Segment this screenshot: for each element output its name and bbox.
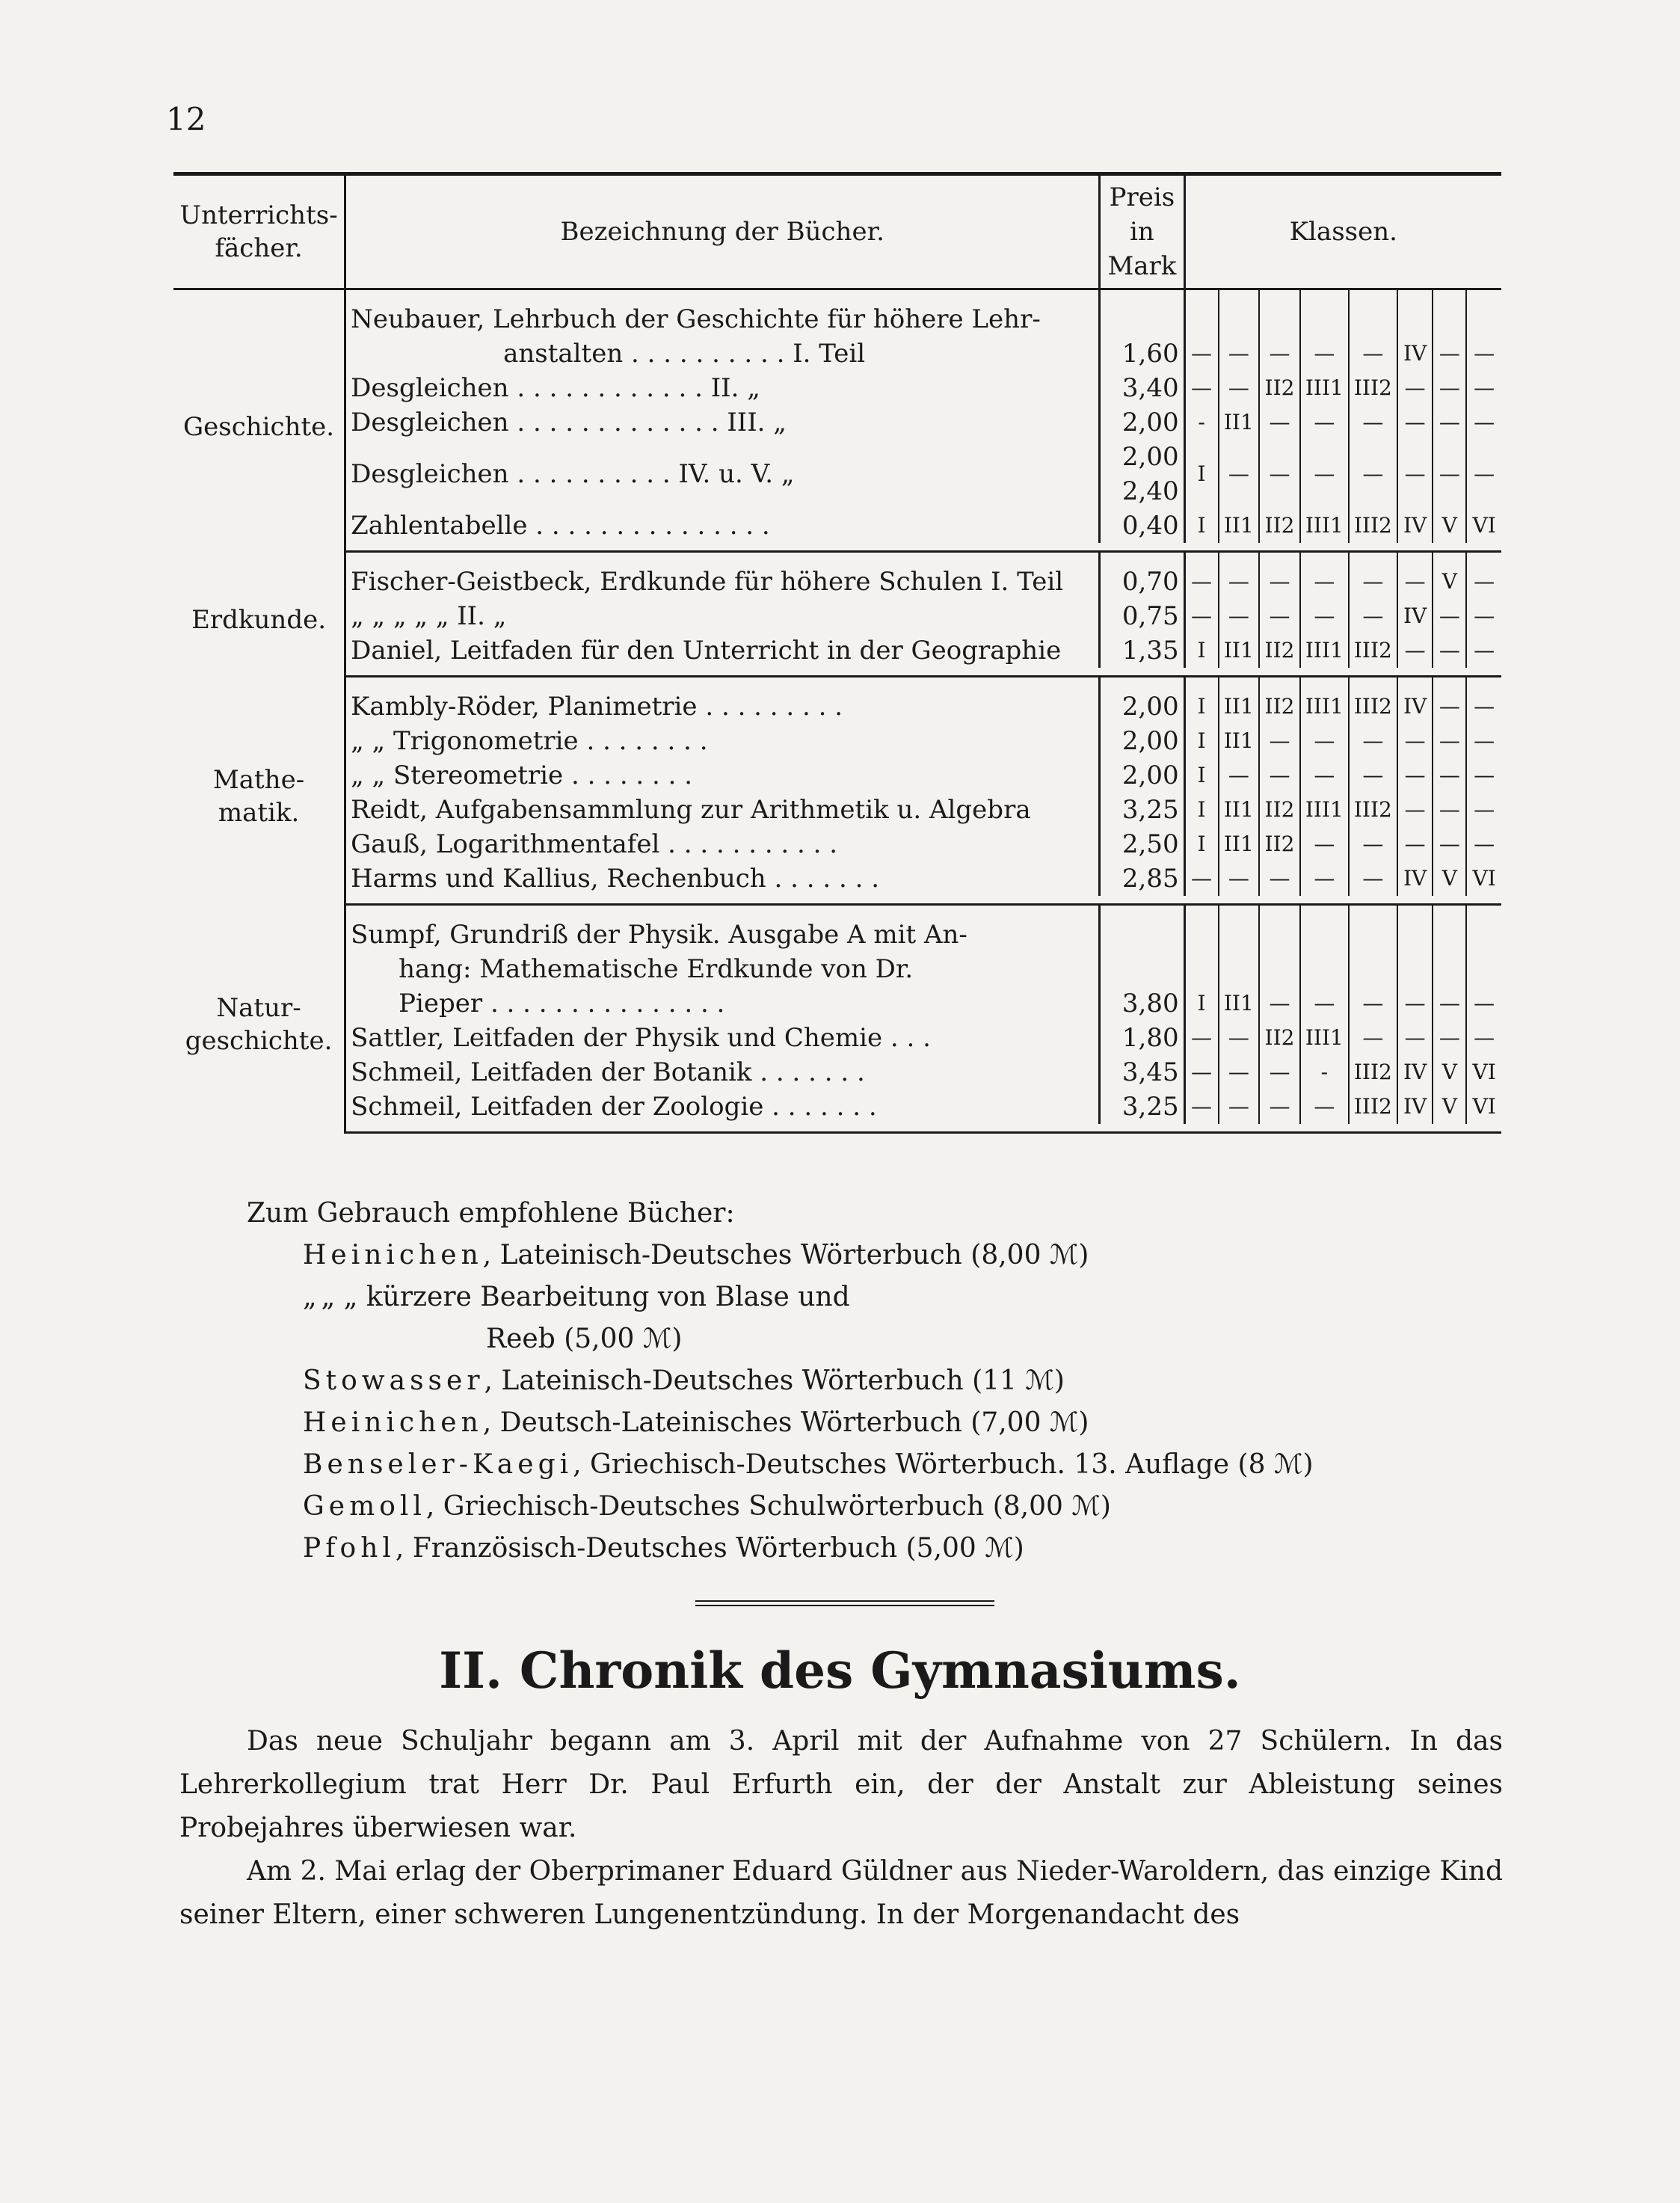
class-cell: — (1433, 405, 1466, 440)
table-row (173, 986, 1501, 1021)
recommended-author: Pfohl (303, 1533, 396, 1564)
section-divider (695, 1600, 994, 1606)
group-separator (173, 543, 1501, 552)
class-cell: — (1474, 638, 1495, 663)
chapter-title: II. Chronik des Gymnasiums. (439, 1641, 1241, 1700)
price-cell (1100, 905, 1184, 953)
class-cell: — (1474, 832, 1495, 856)
book-title-cell: Harms und Kallius, Rechenbuch . . . . . . . (345, 861, 1100, 896)
class-cell: II2 (1259, 371, 1300, 405)
class-cell: — (1474, 375, 1495, 400)
recommended-text: Reeb (5,00 ℳ) (486, 1324, 683, 1354)
class-cell: — (1433, 1021, 1466, 1055)
class-cell: — (1259, 724, 1300, 758)
class-cell: III1 (1300, 677, 1349, 725)
class-cell: - (1300, 1055, 1349, 1090)
price-cell: 2,00 (1100, 677, 1184, 725)
class-cell: — (1349, 758, 1397, 793)
class-cell: — (1397, 633, 1433, 668)
class-cell: I (1184, 793, 1218, 827)
price-cell: 0,70 (1100, 552, 1184, 600)
class-cell: — (1259, 986, 1300, 1021)
table-row (173, 552, 1501, 600)
table-body (173, 289, 1501, 1133)
price-cell: 2,50 (1100, 827, 1184, 861)
class-cell: — (1433, 599, 1466, 633)
recommended-author: Benseler-Kaegi (303, 1449, 573, 1480)
class-cell: II1 (1219, 633, 1260, 668)
price-cell: 2,00 2,40 (1100, 440, 1184, 508)
class-cell: — (1474, 341, 1495, 366)
class-cell: I (1184, 758, 1218, 793)
header-price: Preis in Mark (1100, 174, 1184, 289)
class-cell: III1 (1300, 1021, 1349, 1055)
class-cell: III2 (1349, 371, 1397, 405)
header-title: Bezeichnung der Bücher. (345, 174, 1100, 289)
paragraph: Das neue Schuljahr begann am 3. April mit der Aufnahme von 27 Schülern. In das Lehrerkollegium trat Herr Dr. Paul Erfurth ein, der der Anstalt zur Ableistung seines Probejahres überwiesen war. (179, 1726, 1503, 1843)
class-cell: II1 (1219, 724, 1260, 758)
table-row (173, 677, 1501, 725)
class-cell: — (1300, 440, 1349, 508)
price-cell: 3,25 (1100, 1090, 1184, 1124)
class-cell: III1 (1300, 633, 1349, 668)
table-row (173, 289, 1501, 337)
class-cell: — (1433, 793, 1466, 827)
class-cell: — (1433, 986, 1466, 1021)
class-cell: III2 (1349, 677, 1397, 725)
class-cell: IV (1397, 337, 1433, 371)
class-cell: — (1474, 410, 1495, 434)
table-row (173, 440, 1501, 508)
class-cell (1349, 952, 1397, 986)
class-cell (1466, 952, 1501, 986)
class-cell: — (1219, 552, 1260, 600)
class-cell: — (1397, 371, 1433, 405)
class-cell: III1 (1300, 793, 1349, 827)
price-cell: 2,85 (1100, 861, 1184, 896)
class-cell: — (1219, 599, 1260, 633)
class-cell: — (1219, 440, 1260, 508)
price-cell: 3,25 (1100, 793, 1184, 827)
class-cell: — (1219, 1021, 1260, 1055)
recommended-text: , Griechisch-Deutsches Schulwörterbuch (8,00 ℳ) (425, 1491, 1111, 1522)
class-cell: IV (1397, 1055, 1433, 1090)
price-cell: 0,40 (1100, 508, 1184, 543)
book-title-cell: „ „ Stereometrie . . . . . . . . (345, 758, 1100, 793)
group-separator (173, 1124, 1501, 1133)
class-cell: — (1300, 724, 1349, 758)
class-cell: III2 (1349, 1055, 1397, 1090)
class-cell: — (1300, 758, 1349, 793)
class-cell (1433, 952, 1466, 986)
class-cell: II2 (1259, 633, 1300, 668)
class-cell: — (1219, 1055, 1260, 1090)
class-cell: V (1433, 1055, 1466, 1090)
class-cell: - (1184, 405, 1218, 440)
table-row (173, 371, 1501, 405)
class-cell: — (1184, 337, 1218, 371)
price-cell (1100, 289, 1184, 337)
class-cell: — (1349, 337, 1397, 371)
class-cell: I (1184, 724, 1218, 758)
class-cell: VI (1472, 866, 1496, 891)
class-cell (1259, 905, 1300, 953)
recommended-text: , Französisch-Deutsches Wörterbuch (5,00 ℳ) (395, 1533, 1024, 1564)
class-cell (1397, 905, 1433, 953)
class-cell: — (1397, 724, 1433, 758)
class-cell (1397, 952, 1433, 986)
class-cell (1433, 905, 1466, 953)
class-cell (1300, 905, 1349, 953)
table-row (173, 508, 1501, 543)
recommended-author: Heinichen (303, 1240, 483, 1271)
recommended-item (303, 1402, 1503, 1444)
class-cell (1466, 905, 1501, 953)
recommended-item (303, 1235, 1503, 1276)
class-cell: — (1474, 728, 1495, 753)
class-cell: — (1397, 986, 1433, 1021)
table-row (173, 827, 1501, 861)
class-cell: — (1433, 827, 1466, 861)
recommended-text: , Lateinisch-Deutsches Wörterbuch (11 ℳ) (484, 1365, 1065, 1396)
subject-cell: Geschichte. (173, 289, 345, 552)
class-cell: I (1184, 508, 1218, 543)
class-cell: — (1474, 603, 1495, 628)
book-title-cell: Sattler, Leitfaden der Physik und Chemie . . . (345, 1021, 1100, 1055)
price-cell: 0,75 (1100, 599, 1184, 633)
class-cell: — (1259, 1055, 1300, 1090)
class-cell: — (1184, 552, 1218, 600)
class-cell: — (1184, 1055, 1218, 1090)
class-cell: — (1349, 599, 1397, 633)
class-cell: III2 (1349, 793, 1397, 827)
class-cell: — (1433, 371, 1466, 405)
class-cell: I (1184, 677, 1218, 725)
class-cell: — (1474, 991, 1495, 1016)
class-cell: — (1397, 405, 1433, 440)
class-cell: — (1184, 1021, 1218, 1055)
table-row (173, 599, 1501, 633)
class-cell: I (1184, 440, 1218, 508)
book-title-cell: „ „ „ „ „ II. „ (345, 599, 1100, 633)
class-cell (1349, 905, 1397, 953)
book-title-cell: Kambly-Röder, Planimetrie . . . . . . . . . (345, 677, 1100, 725)
subject-cell: Mathe- matik. (173, 677, 345, 905)
price-cell: 1,80 (1100, 1021, 1184, 1055)
class-cell (1259, 289, 1300, 337)
recommended-item (303, 1360, 1503, 1402)
class-cell: — (1300, 827, 1349, 861)
class-cell (1184, 289, 1218, 337)
class-cell (1300, 952, 1349, 986)
class-cell: V (1433, 1090, 1466, 1124)
class-cell: — (1474, 1025, 1495, 1050)
price-cell (1100, 952, 1184, 986)
class-cell: — (1433, 633, 1466, 668)
price-cell: 2,00 (1100, 405, 1184, 440)
class-cell: — (1474, 461, 1495, 486)
class-cell: I (1184, 633, 1218, 668)
class-cell: — (1300, 861, 1349, 896)
class-cell: — (1433, 440, 1466, 508)
table-row (173, 758, 1501, 793)
price-cell: 2,00 (1100, 758, 1184, 793)
table-row (173, 405, 1501, 440)
book-title-cell: Daniel, Leitfaden für den Unterricht in der Geographie (345, 633, 1100, 668)
class-cell: IV (1397, 1090, 1433, 1124)
class-cell: II1 (1219, 827, 1260, 861)
table-row (173, 633, 1501, 668)
recommended-text: , Lateinisch-Deutsches Wörterbuch (8,00 ℳ) (482, 1240, 1089, 1271)
class-cell (1300, 289, 1349, 337)
class-cell: II2 (1259, 793, 1300, 827)
class-cell: — (1474, 694, 1495, 719)
class-cell: — (1397, 552, 1433, 600)
book-title-cell: Neubauer, Lehrbuch der Geschichte für höhere Lehr- (345, 289, 1100, 337)
group-separator (173, 668, 1501, 677)
paragraph: Am 2. Mai erlag der Oberprimaner Eduard Güldner aus Nieder-Waroldern, das einzige Kind seiner Eltern, einer schweren Lungenentzündung. In der Morgenandacht des (179, 1856, 1503, 1930)
class-cell: — (1433, 758, 1466, 793)
recommended-author: Gemoll (303, 1491, 426, 1522)
class-cell: II2 (1259, 827, 1300, 861)
class-cell: I (1184, 986, 1218, 1021)
class-cell: IV (1397, 508, 1433, 543)
table-row (173, 1055, 1501, 1090)
recommended-item (303, 1528, 1503, 1570)
recommended-author: „ (303, 1282, 321, 1312)
class-cell: V (1433, 552, 1466, 600)
class-cell: II1 (1219, 508, 1260, 543)
class-cell (1349, 289, 1397, 337)
class-cell: — (1433, 337, 1466, 371)
class-cell: — (1259, 337, 1300, 371)
table-row (173, 793, 1501, 827)
class-cell: II2 (1259, 1021, 1300, 1055)
class-cell: — (1349, 986, 1397, 1021)
book-table (173, 172, 1501, 1134)
recommended-heading: Zum Gebrauch empfohlene Bücher: (247, 1198, 735, 1229)
class-cell: II1 (1219, 986, 1260, 1021)
header-subject: Unterrichts- fächer. (173, 174, 345, 289)
class-cell: — (1349, 724, 1397, 758)
class-cell: III2 (1349, 633, 1397, 668)
class-cell: — (1219, 337, 1260, 371)
class-cell: — (1474, 763, 1495, 787)
table-row (173, 952, 1501, 986)
recommended-author: Heinichen (303, 1407, 483, 1438)
class-cell: II2 (1259, 677, 1300, 725)
class-cell: — (1397, 758, 1433, 793)
class-cell: — (1219, 371, 1260, 405)
class-cell: — (1349, 405, 1397, 440)
class-cell: III2 (1349, 508, 1397, 543)
price-cell: 3,45 (1100, 1055, 1184, 1090)
table-row (173, 905, 1501, 953)
book-title-cell: Schmeil, Leitfaden der Zoologie . . . . . . . (345, 1090, 1100, 1124)
chronicle-text (179, 1720, 1503, 1937)
price-cell: 1,60 (1100, 337, 1184, 371)
book-title-cell: Gauß, Logarithmentafel . . . . . . . . . . . (345, 827, 1100, 861)
class-cell: — (1300, 337, 1349, 371)
class-cell: — (1184, 599, 1218, 633)
class-cell: V (1433, 861, 1466, 896)
class-cell: — (1349, 552, 1397, 600)
class-cell: III1 (1300, 371, 1349, 405)
class-cell: — (1219, 758, 1260, 793)
class-cell: — (1433, 677, 1466, 725)
table-row (173, 1090, 1501, 1124)
class-cell: — (1219, 861, 1260, 896)
class-cell: — (1300, 986, 1349, 1021)
class-cell (1259, 952, 1300, 986)
class-cell (1219, 905, 1260, 953)
recommended-item (303, 1486, 1503, 1528)
class-cell: III1 (1300, 508, 1349, 543)
book-title-cell: Schmeil, Leitfaden der Botanik . . . . . . . (345, 1055, 1100, 1090)
table-header-row (173, 174, 1501, 289)
recommended-item (486, 1318, 1503, 1360)
recommended-item (303, 1276, 1503, 1318)
class-cell: — (1397, 1021, 1433, 1055)
book-title-cell: hang: Mathematische Erdkunde von Dr. (345, 952, 1100, 986)
class-cell: — (1433, 724, 1466, 758)
class-cell: V (1433, 508, 1466, 543)
price-cell: 1,35 (1100, 633, 1184, 668)
group-separator (173, 896, 1501, 905)
class-cell: — (1259, 599, 1300, 633)
class-cell: III2 (1349, 1090, 1397, 1124)
class-cell: — (1349, 1021, 1397, 1055)
price-cell: 2,00 (1100, 724, 1184, 758)
class-cell: VI (1472, 1060, 1496, 1084)
class-cell: — (1397, 827, 1433, 861)
class-cell: — (1349, 440, 1397, 508)
class-cell (1433, 289, 1466, 337)
class-cell (1219, 952, 1260, 986)
class-cell (1397, 289, 1433, 337)
class-cell: — (1259, 405, 1300, 440)
recommended-text: , Deutsch-Lateinisches Wörterbuch (7,00 ℳ) (482, 1407, 1089, 1438)
recommended-author: Stowasser (303, 1365, 484, 1396)
class-cell: — (1259, 440, 1300, 508)
book-title-cell: Sumpf, Grundriß der Physik. Ausgabe A mit An- (345, 905, 1100, 953)
class-cell: — (1259, 758, 1300, 793)
recommended-books (247, 1193, 1503, 1570)
book-title-cell: „ „ Trigonometrie . . . . . . . . (345, 724, 1100, 758)
price-cell: 3,80 (1100, 986, 1184, 1021)
class-cell: — (1219, 1090, 1260, 1124)
class-cell: I (1184, 827, 1218, 861)
subject-cell: Erdkunde. (173, 552, 345, 677)
recommended-text: , Griechisch-Deutsches Wörterbuch. 13. Auflage (8 ℳ) (573, 1449, 1314, 1480)
book-title-cell: Fischer-Geistbeck, Erdkunde für höhere Schulen I. Teil (345, 552, 1100, 600)
book-title-cell: Desgleichen . . . . . . . . . . . . II. „ (345, 371, 1100, 405)
table-row (173, 724, 1501, 758)
class-cell: IV (1397, 677, 1433, 725)
class-cell: VI (1472, 513, 1496, 538)
class-cell: — (1397, 440, 1433, 508)
class-cell: II2 (1259, 508, 1300, 543)
class-cell (1219, 289, 1260, 337)
book-title-cell: Zahlentabelle . . . . . . . . . . . . . . . (345, 508, 1100, 543)
book-title-cell: anstalten . . . . . . . . . . I. Teil (345, 337, 1100, 371)
book-title-cell: Reidt, Aufgabensammlung zur Arithmetik u. Algebra (345, 793, 1100, 827)
class-cell: — (1259, 552, 1300, 600)
class-cell: — (1184, 1090, 1218, 1124)
book-title-cell: Pieper . . . . . . . . . . . . . . . (345, 986, 1100, 1021)
class-cell: IV (1397, 861, 1433, 896)
recommended-item (303, 1444, 1503, 1486)
price-cell: 3,40 (1100, 371, 1184, 405)
class-cell: — (1300, 405, 1349, 440)
class-cell: II1 (1219, 793, 1260, 827)
class-cell: VI (1472, 1094, 1496, 1119)
class-cell: — (1259, 861, 1300, 896)
class-cell: — (1259, 1090, 1300, 1124)
subject-cell: Natur- geschichte. (173, 905, 345, 1133)
class-cell: — (1349, 861, 1397, 896)
book-title-cell: Desgleichen . . . . . . . . . . IV. u. V. „ (345, 440, 1100, 508)
class-cell: — (1474, 797, 1495, 822)
recommended-text: „ „ kürzere Bearbeitung von Blase und (321, 1282, 850, 1312)
table-row (173, 337, 1501, 371)
class-cell (1184, 905, 1218, 953)
class-cell: — (1300, 1090, 1349, 1124)
page-number: 12 (166, 101, 206, 138)
class-cell: — (1184, 371, 1218, 405)
class-cell: — (1349, 827, 1397, 861)
class-cell: — (1474, 569, 1495, 594)
class-cell: — (1397, 793, 1433, 827)
class-cell (1466, 289, 1501, 337)
class-cell: IV (1397, 599, 1433, 633)
class-cell: — (1300, 552, 1349, 600)
class-cell: — (1300, 599, 1349, 633)
class-cell: II1 (1219, 677, 1260, 725)
class-cell: II1 (1219, 405, 1260, 440)
book-title-cell: Desgleichen . . . . . . . . . . . . . III. „ (345, 405, 1100, 440)
class-cell (1184, 952, 1218, 986)
table-row (173, 1021, 1501, 1055)
class-cell: — (1184, 861, 1218, 896)
table-row (173, 861, 1501, 896)
header-classes: Klassen. (1289, 217, 1397, 247)
